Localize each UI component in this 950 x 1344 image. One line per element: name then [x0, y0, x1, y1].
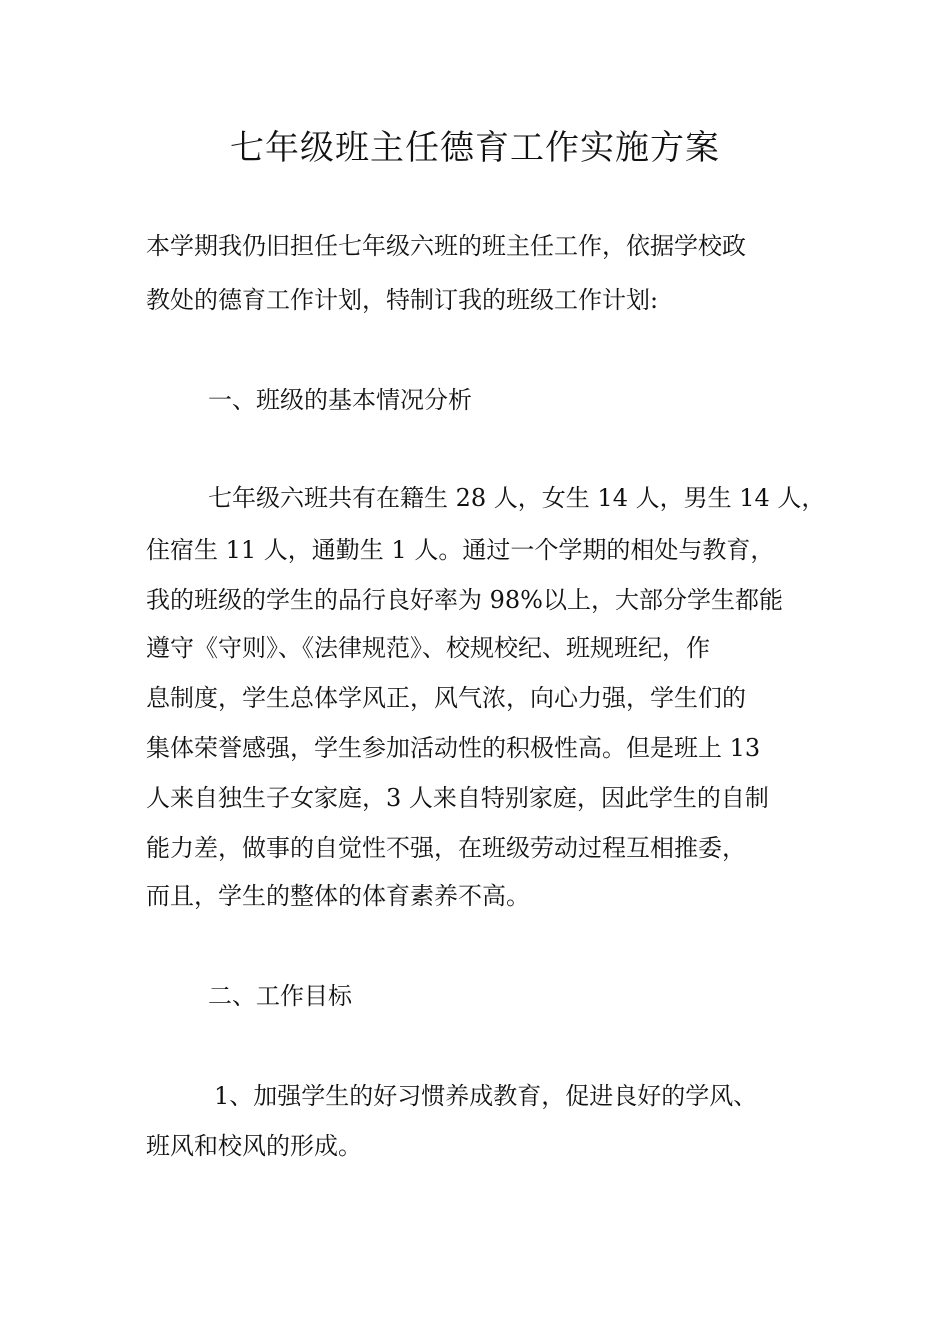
section2-item1-line-1: 1、加强学生的好习惯养成教育，促进良好的学风、	[214, 1082, 758, 1110]
section1-line-2: 住宿生 11 人，通勤生 1 人。通过一个学期的相处与教育，	[146, 536, 775, 564]
document-title: 七年级班主任德育工作实施方案	[230, 128, 720, 168]
section2-item1-line-2: 班风和校风的形成。	[146, 1132, 362, 1160]
section1-line-1: 七年级六班共有在籍生 28 人，女生 14 人，男生 14 人，	[208, 484, 826, 512]
section1-line-7: 人来自独生子女家庭，3 人来自特别家庭，因此学生的自制	[146, 784, 769, 812]
section1-line-5: 息制度，学生总体学风正，风气浓，向心力强，学生们的	[146, 684, 746, 712]
section1-line-4: 遵守《守则》、《法律规范》、校规校纪、班规班纪，作	[146, 634, 710, 662]
section1-heading: 一、班级的基本情况分析	[208, 386, 472, 414]
section1-line-6: 集体荣誉感强，学生参加活动性的积极性高。但是班上 13	[146, 734, 761, 762]
intro-line-2: 教处的德育工作计划，特制订我的班级工作计划:	[146, 286, 659, 314]
section1-line-3: 我的班级的学生的品行良好率为 98%以上，大部分学生都能	[146, 586, 783, 614]
section2-heading: 二、工作目标	[208, 982, 352, 1010]
section1-line-8: 能力差，做事的自觉性不强，在班级劳动过程互相推委，	[146, 834, 746, 862]
section1-line-9: 而且，学生的整体的体育素养不高。	[146, 882, 530, 910]
intro-line-1: 本学期我仍旧担任七年级六班的班主任工作，依据学校政	[146, 232, 746, 260]
